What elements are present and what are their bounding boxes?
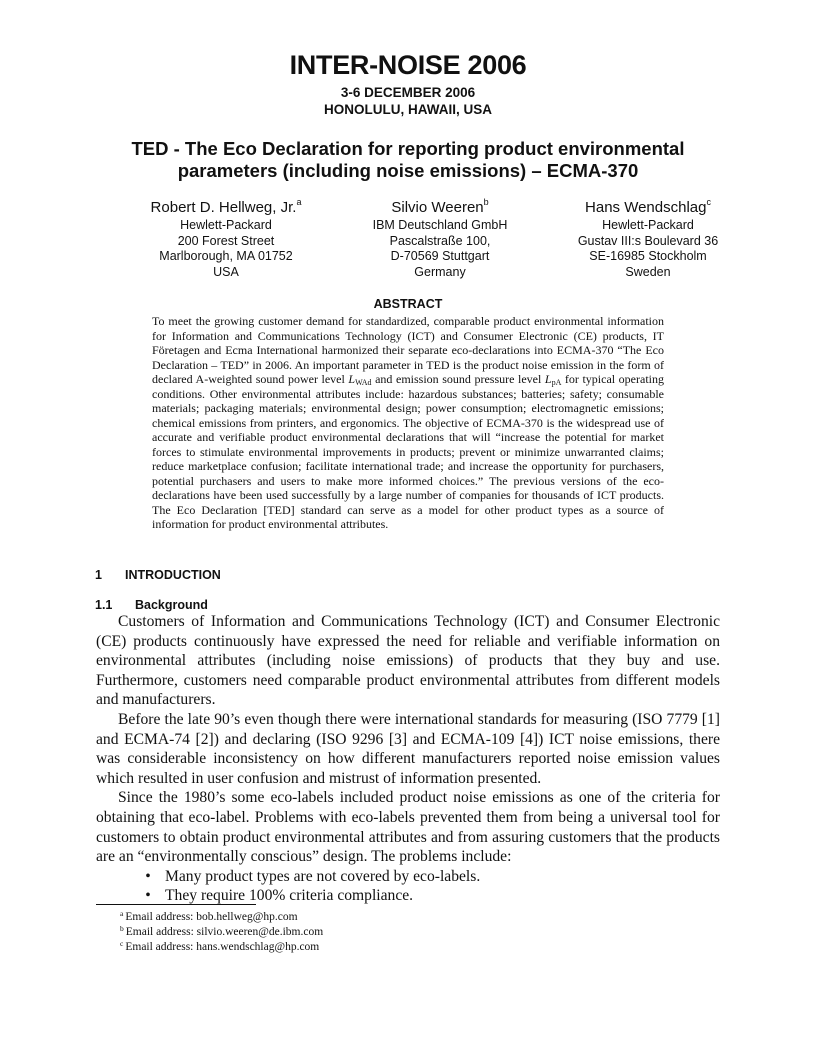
author-organization: IBM Deutschland GmbH	[372, 218, 508, 232]
body-text	[96, 612, 720, 906]
author-address-line: Pascalstraße 100,	[389, 233, 491, 248]
affiliation-mark: c	[706, 197, 711, 207]
list-item: • Many product types are not covered by eco-labels.	[96, 867, 720, 887]
paragraph: Customers of Information and Communications Technology (ICT) and Consumer Electronic (CE) products continuously have expressed the need for reliable and verifiable information on environmental attributes (including noise emissions) of products that they buy and use. Furthermore, customers need comparable product environmental attributes from different models and manufacturers.	[96, 613, 720, 709]
footnote: $^c$ Email address: hans.wendschlag@hp.com	[120, 939, 320, 953]
author-address-line: D-70569 Stuttgart	[390, 249, 490, 264]
problem-list	[96, 867, 720, 906]
conference-location: HONOLULU, HAWAII, USA	[324, 102, 492, 117]
conference-dates: 3-6 DECEMBER 2006	[340, 85, 476, 100]
paper-title-line-2: parameters (including noise emissions) – ECMA-370	[177, 160, 639, 181]
abstract-heading: ABSTRACT	[373, 297, 443, 311]
author-2	[345, 198, 535, 280]
author-name: Silvio Weeren$^b$	[391, 197, 489, 216]
affiliation-mark: a	[296, 197, 302, 207]
author-organization: Hewlett-Packard	[180, 218, 272, 232]
paper-title	[0, 138, 816, 182]
footnote: $^a$ Email address: bob.hellweg@hp.com	[120, 909, 298, 923]
bullet-icon: •	[145, 867, 151, 885]
author-country: Sweden	[625, 264, 671, 279]
list-item: • They require 100% criteria compliance.	[96, 886, 720, 906]
author-name: Robert D. Hellweg, Jr.$^a$	[150, 197, 302, 216]
author-country: Germany	[414, 264, 466, 279]
footnote-divider	[96, 904, 256, 905]
author-address-line: SE-16985 Stockholm	[589, 249, 707, 264]
abstract-text: To meet the growing customer demand for standardized, comparable product environmental information for Information and Communications Technology (ICT) and Consumer Electronic (CE) products, IT Företagen and Ecma International harmonized their separate eco-declarations into ECMA-370 “The Eco Declaration – TED” in 2006. An important parameter in TED is the product noise emission in the form of declared A-weighted sound power level $L_{WAd}$ and emission sound pressure level $L_{pA}$ for typical operating conditions. Other environmental attributes include: hazardous substances; batteries; safety; consumable materials; packaging materials; environmental design; power consumption; electromagnetic emissions; chemical emissions from printers, and ergonomics. The objective of ECMA-370 is the widespread use of accurate and verifiable product environmental declarations that will “increase the potential for market forces to stimulate environmental improvements in products; prevent or minimize unwarranted claims; reduce marketplace confusion; facilitate international trade; and increase the opportunity for purchasers, potential purchasers and users to make more informed choices.” The previous versions of the eco-declarations have been used successfully by a large number of companies for thousands of ICT products. The Eco Declaration [TED] standard can serve as a model for other product types as a source of information for product environmental attributes.	[152, 314, 665, 531]
author-3	[552, 198, 744, 280]
author-1	[126, 198, 326, 280]
author-country: USA	[213, 264, 239, 279]
author-name: Hans Wendschlag$^c$	[585, 197, 711, 216]
affiliation-mark: b	[483, 197, 489, 207]
footnote: $^b$ Email address: silvio.weeren@de.ibm.com	[120, 924, 324, 938]
section-heading-introduction: 1 INTRODUCTION	[95, 568, 221, 582]
subsection-heading-background: 1.1 Background	[95, 598, 208, 612]
conference-title: INTER-NOISE 2006	[289, 50, 527, 80]
paragraph: Since the 1980’s some eco-labels included product noise emissions as one of the criteria for obtaining that eco-label. Problems with eco-labels prevented them from being a universal tool for customers to obtain product environmental attributes and from assuring customers that the products are an “environmentally conscious” design. The problems include:	[96, 789, 720, 866]
author-address-line: Marlborough, MA 01752	[159, 249, 293, 264]
author-address-line: Gustav III:s Boulevard 36	[577, 233, 719, 248]
paper-title-line-1: TED - The Eco Declaration for reporting product environmental	[131, 138, 685, 159]
author-address-line: 200 Forest Street	[177, 233, 275, 248]
author-organization: Hewlett-Packard	[602, 218, 694, 232]
footnotes	[120, 910, 323, 955]
paragraph: Before the late 90’s even though there were international standards for measuring (ISO 7779 [1] and ECMA-74 [2]) and declaring (ISO 9296 [3] and ECMA-109 [4]) ICT noise emissions, there was considerable inconsistency on how different manufacturers reported noise emission values which resulted in user confusion and mistrust of information presented.	[96, 710, 720, 787]
bullet-icon: •	[145, 887, 151, 905]
